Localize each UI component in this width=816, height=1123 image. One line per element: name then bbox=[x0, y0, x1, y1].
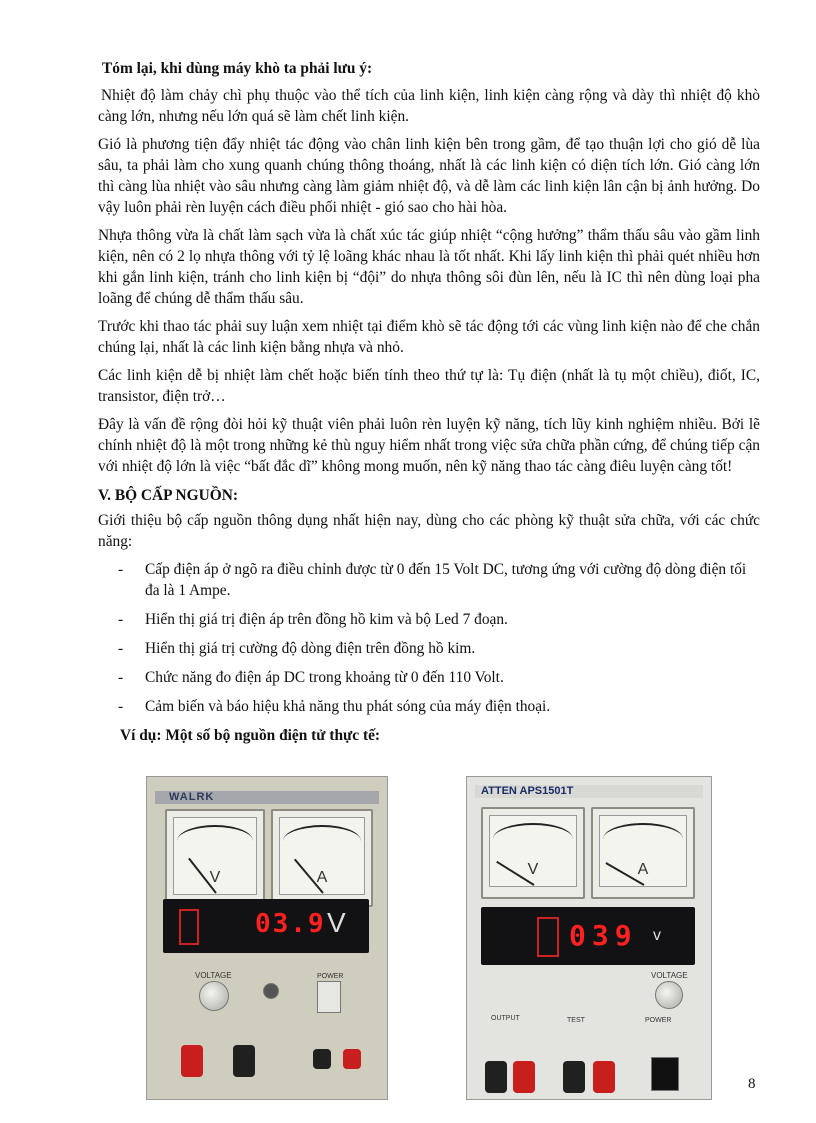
list-item bbox=[98, 696, 760, 717]
example-heading: Ví dụ: Một số bộ nguồn điện tử thực tế: bbox=[120, 727, 381, 744]
red-terminal[interactable] bbox=[513, 1061, 535, 1093]
bullet-dash: - bbox=[118, 698, 124, 715]
voltage-label: VOLTAGE bbox=[195, 971, 232, 980]
paragraph: Các linh kiện dễ bị nhiệt làm chết hoặc biến tính theo thứ tự là: Tụ điện (nhất là tụ một chiều), điốt, IC, transistor, điện trở… bbox=[98, 367, 760, 405]
display-unit: v bbox=[653, 927, 661, 944]
section-heading: V. BỘ CẤP NGUỒN: bbox=[98, 487, 238, 504]
voltmeter bbox=[481, 807, 585, 899]
list-item bbox=[98, 559, 760, 601]
voltage-label: VOLTAGE bbox=[651, 971, 688, 980]
power-label: POWER bbox=[645, 1017, 672, 1024]
list-item-text: Hiển thị giá trị cường độ dòng điện trên đồng hồ kim. bbox=[145, 640, 476, 657]
list-item-text: Cảm biến và báo hiệu khả năng thu phát sóng của máy điện thoại. bbox=[145, 698, 551, 715]
bullet-dash: - bbox=[118, 561, 124, 578]
meter-scale bbox=[493, 823, 573, 855]
brand-label: WALRK bbox=[155, 791, 379, 804]
brand-label: ATTEN APS1501T bbox=[475, 785, 703, 798]
voltage-knob[interactable] bbox=[655, 981, 683, 1009]
list-item-text: Cấp điện áp ở ngõ ra điều chỉnh được từ 0 đến 15 Volt DC, tương ứng với cường độ dòng điện tối đa là 1 Ampe. bbox=[145, 561, 747, 599]
selector-knob[interactable] bbox=[263, 983, 279, 999]
meter-scale bbox=[177, 825, 253, 857]
red-terminal-test[interactable] bbox=[593, 1061, 615, 1093]
meter-scale bbox=[283, 825, 361, 857]
bar-indicator bbox=[179, 909, 199, 945]
paragraph: Gió là phương tiện đẩy nhiệt tác động vào chân linh kiện bên trong gầm, để tạo thuận lợi cho gió dễ lùa sâu, ta phải làm cho xung quanh chúng thông thoáng, nhất là các linh kiện có diện tích lớn. Gió càng lớn thì càng lùa nhiệt vào sâu nhưng càng làm giảm nhiệt độ, và dễ làm các linh kiện lân cận bị ảnh hưởng. Do vậy luôn phải rèn luyện cách điều phối nhiệt - gió sao cho hài hòa. bbox=[98, 136, 760, 216]
led-display bbox=[163, 899, 369, 953]
meter-unit: V bbox=[209, 869, 221, 886]
bullet-dash: - bbox=[118, 669, 124, 686]
page-number: 8 bbox=[748, 1076, 756, 1092]
list-item bbox=[98, 638, 760, 659]
power-switch[interactable] bbox=[317, 981, 341, 1013]
paragraph: Nhiệt độ làm chảy chì phụ thuộc vào thể tích của linh kiện, linh kiện càng rộng và dày thì nhiệt độ khò càng lớn, nhưng nếu lớn quá sẽ làm chết linh kiện. bbox=[98, 87, 760, 125]
display-unit: V bbox=[327, 907, 346, 938]
heading-tips: Tóm lại, khi dùng máy khò ta phải lưu ý: bbox=[102, 60, 373, 77]
test-label: TEST bbox=[567, 1017, 585, 1024]
black-terminal-small[interactable] bbox=[313, 1049, 331, 1069]
paragraph: Nhựa thông vừa là chất làm sạch vừa là chất xúc tác giúp nhiệt “cộng hưởng” thẩm thấu sâu vào gầm linh kiện, nên có 2 lọ nhựa thông với tỷ lệ loãng khác nhau là tốt nhất. Khi lấy linh kiện thì phải quét nhiều hơn khi gắn linh kiện, tránh cho linh kiện bị “đội” do nhựa thông sôi đùn lên, nếu là IC thì nên dùng loại pha loãng để chúng dễ thẩm thấu sâu. bbox=[98, 227, 760, 307]
power-label: POWER bbox=[317, 973, 344, 980]
document-body bbox=[98, 52, 760, 746]
bullet-dash: - bbox=[118, 640, 124, 657]
black-terminal[interactable] bbox=[233, 1045, 255, 1077]
meter-unit: V bbox=[527, 861, 539, 878]
display-value: 03.9 bbox=[255, 909, 326, 939]
power-supply-photo-1 bbox=[146, 776, 388, 1100]
meter-unit: A bbox=[637, 861, 649, 878]
bullet-dash: - bbox=[118, 611, 124, 628]
list-item-text: Hiển thị giá trị điện áp trên đồng hồ kim và bộ Led 7 đoạn. bbox=[145, 611, 508, 628]
list-item bbox=[98, 609, 760, 630]
power-switch[interactable] bbox=[651, 1057, 679, 1091]
ammeter bbox=[271, 809, 373, 907]
list-item-text: Chức năng đo điện áp DC trong khoảng từ 0 đến 110 Volt. bbox=[145, 669, 504, 686]
black-terminal[interactable] bbox=[485, 1061, 507, 1093]
power-supply-photo-2 bbox=[466, 776, 712, 1100]
led-display bbox=[481, 907, 695, 965]
bar-indicator bbox=[537, 917, 559, 957]
ammeter bbox=[591, 807, 695, 899]
meter-unit: A bbox=[316, 869, 328, 886]
intro-paragraph: Giới thiệu bộ cấp nguồn thông dụng nhất hiện nay, dùng cho các phòng kỹ thuật sửa chữa, với các chức năng: bbox=[98, 512, 760, 550]
red-terminal-small[interactable] bbox=[343, 1049, 361, 1069]
list-item bbox=[98, 667, 760, 688]
red-terminal[interactable] bbox=[181, 1045, 203, 1077]
output-label: OUTPUT bbox=[491, 1015, 520, 1022]
paragraph: Trước khi thao tác phải suy luận xem nhiệt tại điểm khò sẽ tác động tới các vùng linh kiện nào để che chắn chúng lại, nhất là các linh kiện bằng nhựa và nhỏ. bbox=[98, 318, 760, 356]
feature-list bbox=[98, 559, 760, 717]
paragraph: Đây là vấn đề rộng đòi hỏi kỹ thuật viên phải luôn rèn luyện kỹ năng, tích lũy kinh nghiệm nhiều. Bởi lẽ chính nhiệt độ là một trong những kẻ thù nguy hiểm nhất trong việc sửa chữa phần cứng, để chúng tiếp cận với nhiệt độ lớn là việc “bất đắc dĩ” không mong muốn, nên kỹ năng thao tác càng điêu luyện càng tốt! bbox=[98, 416, 760, 475]
voltage-knob[interactable] bbox=[199, 981, 229, 1011]
black-terminal-test[interactable] bbox=[563, 1061, 585, 1093]
voltmeter bbox=[165, 809, 265, 907]
display-value: 039 bbox=[569, 919, 638, 952]
meter-scale bbox=[603, 823, 683, 855]
